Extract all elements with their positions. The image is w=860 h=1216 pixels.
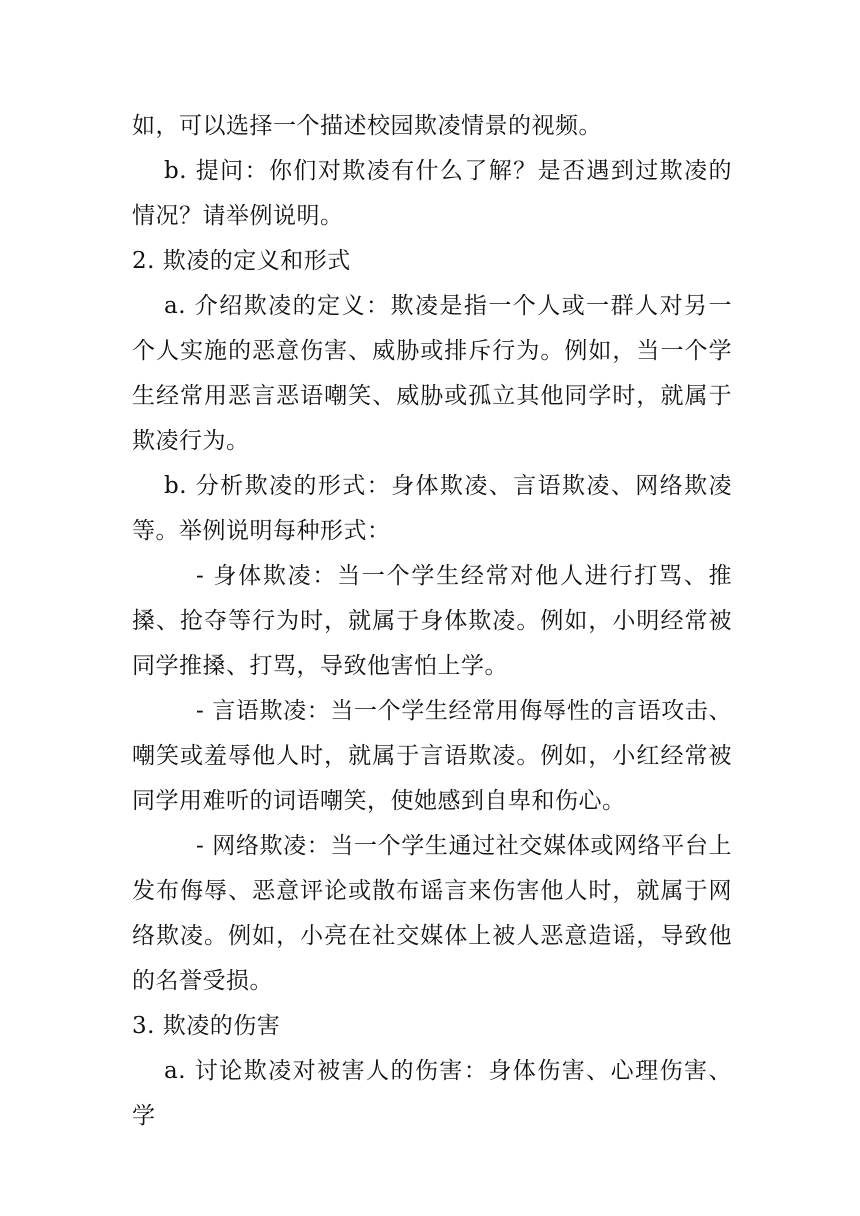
paragraph-harm: a. 讨论欺凌对被害人的伤害：身体伤害、心理伤害、学 [132, 1058, 732, 1129]
section-heading-harm: 3. 欺凌的伤害 [132, 1013, 281, 1039]
paragraph-definition: a. 介绍欺凌的定义：欺凌是指一个人或一群人对另一个人实施的恶意伤害、威胁或排斥行为。例如，当一个学生经常用恶言恶语嘲笑、威胁或孤立其他同学时，就属于欺凌行为。 [132, 293, 732, 454]
list-item-online: - 网络欺凌：当一个学生通过社交媒体或网络平台上发布侮辱、恶意评论或散布谣言来伤害他人时，就属于网络欺凌。例如，小亮在社交媒体上被人恶意造谣，导致他的名誉受损。 [132, 833, 732, 994]
section-heading-definition: 2. 欺凌的定义和形式 [132, 248, 351, 274]
list-item-physical: - 身体欺凌：当一个学生经常对他人进行打骂、推搡、抢夺等行为时，就属于身体欺凌。例如，小明经常被同学推搡、打骂，导致他害怕上学。 [132, 563, 732, 679]
paragraph-question: b. 提问：你们对欺凌有什么了解？是否遇到过欺凌的情况？请举例说明。 [132, 158, 732, 229]
paragraph-forms: b. 分析欺凌的形式：身体欺凌、言语欺凌、网络欺凌等。举例说明每种形式： [132, 473, 732, 544]
list-item-verbal: - 言语欺凌：当一个学生经常用侮辱性的言语攻击、嘲笑或羞辱他人时，就属于言语欺凌。例如，小红经常被同学用难听的词语嘲笑，使她感到自卑和伤心。 [132, 698, 732, 814]
paragraph-continuation: 如，可以选择一个描述校园欺凌情景的视频。 [132, 113, 602, 139]
document-body [132, 104, 732, 1139]
